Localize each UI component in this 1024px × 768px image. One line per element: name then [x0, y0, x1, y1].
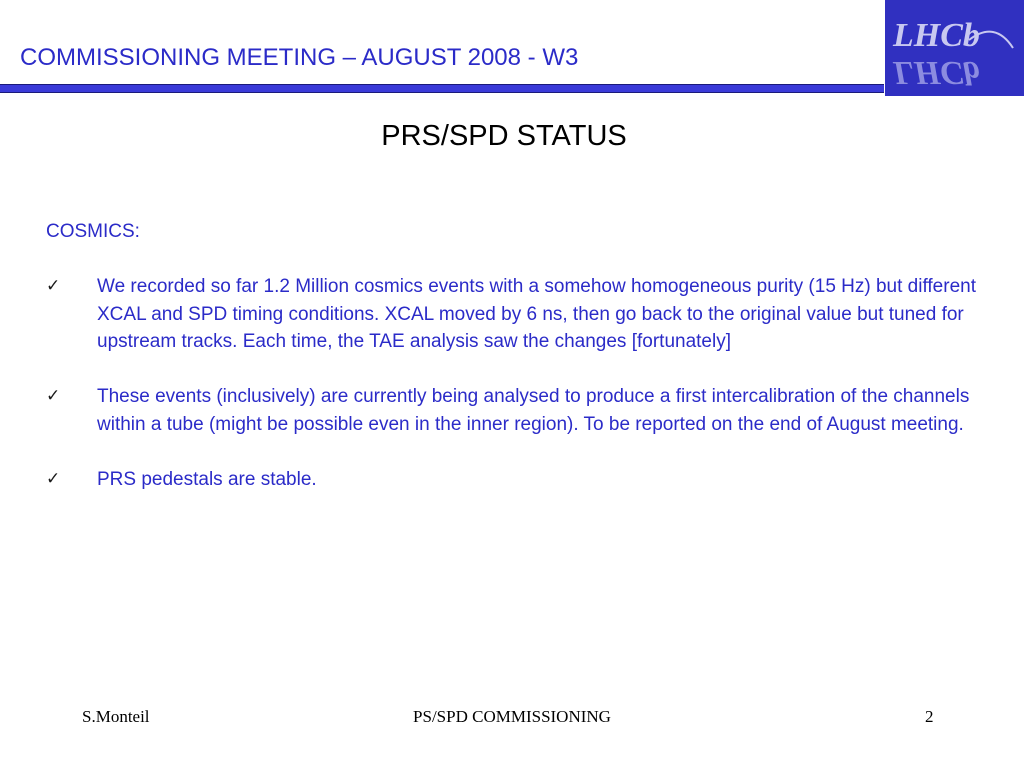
bullet-text: We recorded so far 1.2 Million cosmics events with a somehow homogeneous purity (15 Hz) but different XCAL and SPD timing conditions. XCAL moved by 6 ns, then go back to the original value but tuned for upstream tracks. Each time, the TAE analysis saw the changes [fortunately] [97, 276, 976, 352]
list-item [46, 383, 996, 438]
checkmark-icon: ✓ [46, 386, 61, 406]
header-rule [0, 84, 884, 93]
section-label: COSMICS: [46, 221, 140, 242]
header-title: COMMISSIONING MEETING – AUGUST 2008 - W3 [20, 44, 579, 71]
bullet-text: PRS pedestals are stable. [97, 468, 317, 490]
checkmark-icon: ✓ [46, 468, 61, 489]
page-number: 2 [925, 707, 934, 726]
footer-title: PS/SPD COMMISSIONING [413, 707, 611, 726]
list-item [46, 273, 996, 356]
footer-author: S.Monteil [82, 707, 150, 726]
logo-text-reflection: LHCb [893, 54, 980, 91]
lhcb-logo-icon [885, 0, 1024, 96]
lhcb-logo-graphic [885, 0, 1024, 96]
list-item [46, 466, 996, 494]
checkmark-icon: ✓ [46, 276, 61, 296]
slide-title: PRS/SPD STATUS [381, 120, 627, 152]
logo-text-upper: LHCb [893, 17, 980, 54]
bullet-list [46, 273, 996, 521]
bullet-text: These events (inclusively) are currently being analysed to produce a first intercalibration of the channels within a tube (might be possible even in the inner region). To be reported on the end of August meeting. [97, 386, 970, 435]
